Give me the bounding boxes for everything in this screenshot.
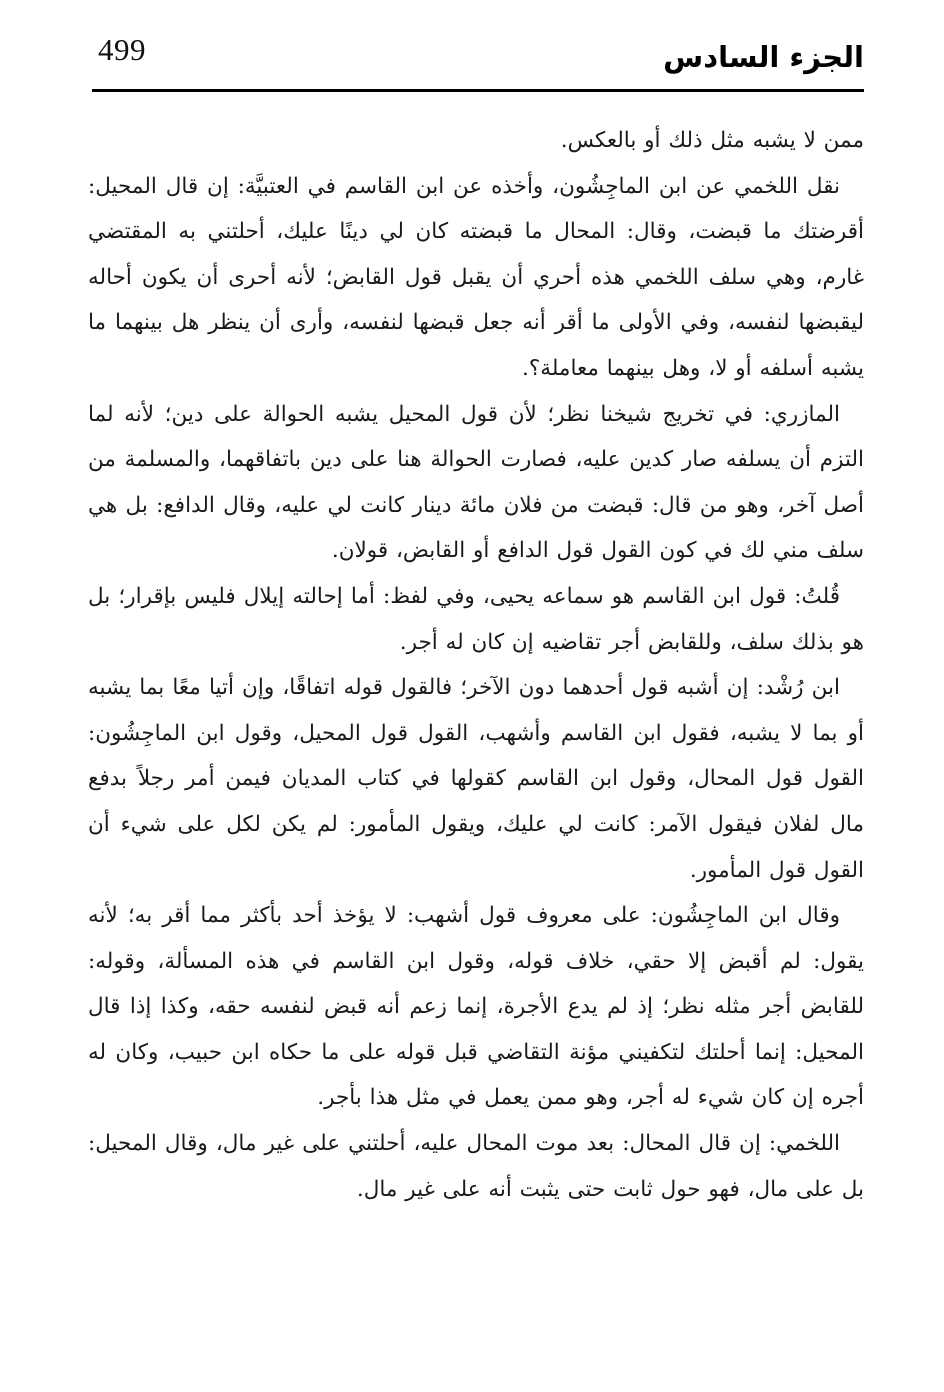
header-rule bbox=[92, 89, 864, 92]
paragraph: ابن رُشْد: إن أشبه قول أحدهما دون الآخر؛ فالقول قوله اتفاقًا، وإن أتيا معًا بما يشبه أو بما لا يشبه، فقول ابن القاسم وأشهب، القول قول المحيل، وقول ابن الماجِشُون: القول قول المحال، وقول ابن القاسم كقولها في كتاب المديان فيمن أمر رجلاً بدفع مال لفلان فيقول الآمر: كانت لي عليك، ويقول المأمور: لم يكن لكل على شيء أن القول قول المأمور. bbox=[88, 675, 864, 883]
paragraph: ممن لا يشبه مثل ذلك أو بالعكس. bbox=[560, 128, 864, 153]
paragraph: نقل اللخمي عن ابن الماجِشُون، وأخذه عن ابن القاسم في العتبيَّة: إن قال المحيل: أقرضتك ما قبضت، وقال: المحال ما قبضته كان لي دينًا عليك، أحلتني به المقتضي غارم، وهي سلف اللخمي هذه أحري أن يقبل قول القابض؛ لأنه أحرى أن يكون أحاله ليقبضها لنفسه، وفي الأولى ما أقر أنه جعل قبضها لنفسه، وأرى أن ينظر هل بينهما ما يشبه أسلفه أو لا، وهل بينهما معاملة؟. bbox=[88, 173, 864, 381]
paragraph: قُلتُ: قول ابن القاسم هو سماعه يحيى، وفي لفظ: أما إحالته إيلال فليس بإقرار؛ بل هو بذلك سلف، وللقابض أجر تقاضيه إن كان له أجر. bbox=[88, 583, 864, 655]
paragraph: المازري: في تخريج شيخنا نظر؛ لأن قول المحيل يشبه الحوالة على دين؛ لأنه لما التزم أن يسلفه صار كدين عليه، فصارت الحوالة هنا على دين باتفاقهما، والمسلمة من أصل آخر، وهو من قال: قبضت من فلان مائة دينار كانت لي عليه، وقال الدافع: بل هي سلف مني لك في كون القول قول الدافع أو القابض، قولان. bbox=[88, 401, 864, 564]
page-header bbox=[92, 28, 864, 92]
paragraph: اللخمي: إن قال المحال: بعد موت المحال عليه، أحلتني على غير مال، وقال المحيل: بل على مال، فهو حول ثابت حتى يثبت أنه على غير مال. bbox=[88, 1131, 864, 1202]
running-title: الجزء السادس bbox=[663, 40, 864, 74]
paragraph: وقال ابن الماجِشُون: على معروف قول أشهب: لا يؤخذ أحد بأكثر مما أقر به؛ لأنه يقول: لم أقبض إلا حقي، خلاف قوله، وقول ابن القاسم في هذه المسألة، وقوله: للقابض أجر مثله نظر؛ إذ لم يدع الأجرة، إنما زعم أنه قبض لنفسه حقه، وكذا إذا قال المحيل: إنما أحلتك لتكفيني مؤنة التقاضي قبل قوله على ما حكاه ابن حبيب، وكان له أجره إن كان شيء له أجر، وهو ممن يعمل في مثل هذا بأجر. bbox=[88, 903, 864, 1111]
body-text bbox=[88, 118, 864, 1212]
page-number: 499 bbox=[98, 32, 146, 67]
